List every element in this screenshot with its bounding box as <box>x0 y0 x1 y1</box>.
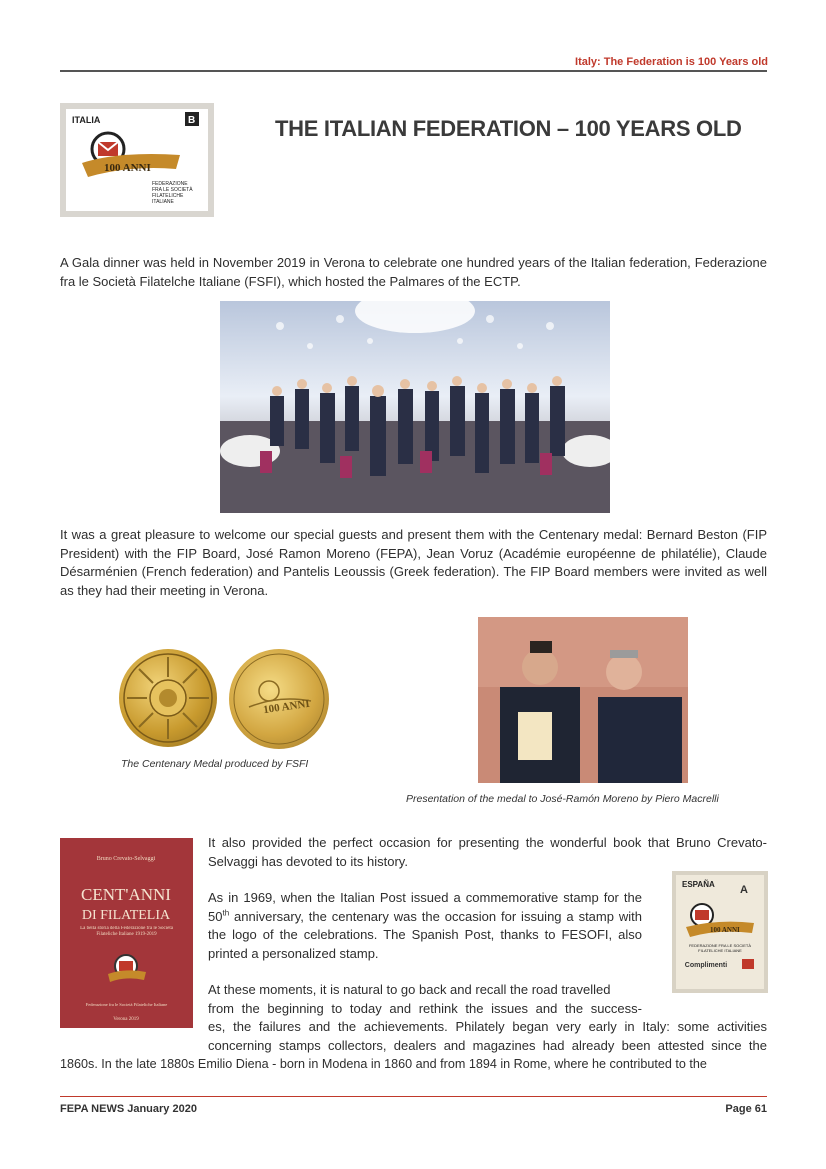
paragraph-guests: It was a great pleasure to welcome our special guests and present them with the Centenary medal: Bernard Beston (FIP President) with the FIP Board, José Ramon Moreno (FEPA), Jean Voruz (Académie européenne de philatélie), Claude Désarménien (French federation) and Pantelis Leoussis (Greek federation). The FIP Board members were invited as well as they had their meeting in Verona. <box>60 527 767 598</box>
paragraph-intro: A Gala dinner was held in November 2019 in Verona to celebrate one hundred years of the Italian federation, Federazione fra le Società Filatelche Italiane (FSFI), which hosted the Palmares of the ECTP. <box>60 255 767 289</box>
book-cover-image: Bruno Crevato-Selvaggi CENT'ANNI DI FILATELIA La bella storia della Federazione fra le Società Filateliche Italiane 1919-2019 Federazione fra le Società Filateliche Italiane Verona 2019 <box>60 838 193 1028</box>
svg-text:100 ANNI: 100 ANNI <box>710 926 740 934</box>
book-title-1: CENT'ANNI <box>81 885 171 904</box>
medal-back-image <box>229 649 329 749</box>
header-rule <box>60 70 767 72</box>
caption-presentation: Presentation of the medal to José-Ramón Moreno by Piero Macrelli <box>406 793 719 805</box>
svg-text:Complimenti: Complimenti <box>684 962 728 969</box>
stamp-tariff: B <box>188 115 196 126</box>
svg-text:FRA LE SOCIETÀ: FRA LE SOCIETÀ <box>152 187 193 193</box>
medal-banner: 100 ANNI <box>262 697 311 717</box>
footer-rule <box>60 1096 767 1097</box>
paragraph-history-line-4: concerning stamps collectors, dealers and magazines had already been attested since the <box>208 1037 767 1053</box>
svg-text:ITALIANE: ITALIANE <box>152 199 174 205</box>
gala-dinner-photo <box>220 301 610 513</box>
caption-medal: The Centenary Medal produced by FSFI <box>121 758 309 770</box>
svg-text:Verona 2019: Verona 2019 <box>113 1017 139 1022</box>
medal-front-image <box>119 649 217 747</box>
paragraph-history-line-5: 1860s. In the late 1880s Emilio Diena - born in Modena in 1860 and from 1894 in Rome, where he contributed to the <box>60 1057 707 1071</box>
stamp-es-tariff: A <box>740 884 748 896</box>
svg-text:FEDERAZIONE FRA LE SOCIETÀ: FEDERAZIONE FRA LE SOCIETÀ <box>688 943 752 948</box>
paragraph-history-line-3: es, the failures and the achievements. Philately began very early in Italy: some activities <box>208 1019 767 1034</box>
svg-text:FILATELICHE ITALIANE: FILATELICHE ITALIANE <box>698 948 742 953</box>
stamp-banner: 100 ANNI <box>104 162 151 174</box>
stamp-country: ITALIA <box>72 115 101 125</box>
svg-text:FILATELICHE: FILATELICHE <box>152 193 184 199</box>
paragraph-history-line-2: from the beginning to today and rethink the issues and the success- <box>208 1000 642 1016</box>
paragraph-stamp: As in 1969, when the Italian Post issued a commemorative stamp for the 50th anniversary, the centenary was the occasion for issuing a stamp with the logo of the celebrations. The Spanish Post, thanks to FESOFI, also printed a personalized stamp. <box>208 890 642 961</box>
presentation-photo <box>478 617 688 783</box>
italian-stamp-image <box>60 103 214 217</box>
stamp-es-country: ESPAÑA <box>682 880 715 889</box>
running-header: Italy: The Federation is 100 Years old <box>575 56 768 68</box>
paragraph-book: It also provided the perfect occasion for presenting the wonderful book that Bruno Crevato-Selvaggi has devoted to its history. <box>208 835 767 869</box>
svg-text:FEDERAZIONE: FEDERAZIONE <box>152 181 188 187</box>
page-number: Page 61 <box>725 1103 767 1115</box>
book-title-2: DI FILATELIA <box>81 908 171 923</box>
footer-publication: FEPA NEWS January 2020 <box>60 1103 197 1115</box>
article-title: THE ITALIAN FEDERATION – 100 YEARS OLD <box>275 116 742 141</box>
spanish-stamp-image <box>672 871 768 993</box>
svg-text:Bruno Crevato-Selvaggi: Bruno Crevato-Selvaggi <box>96 856 156 862</box>
paragraph-history-line-1: At these moments, it is natural to go back and recall the road travelled <box>208 982 611 997</box>
